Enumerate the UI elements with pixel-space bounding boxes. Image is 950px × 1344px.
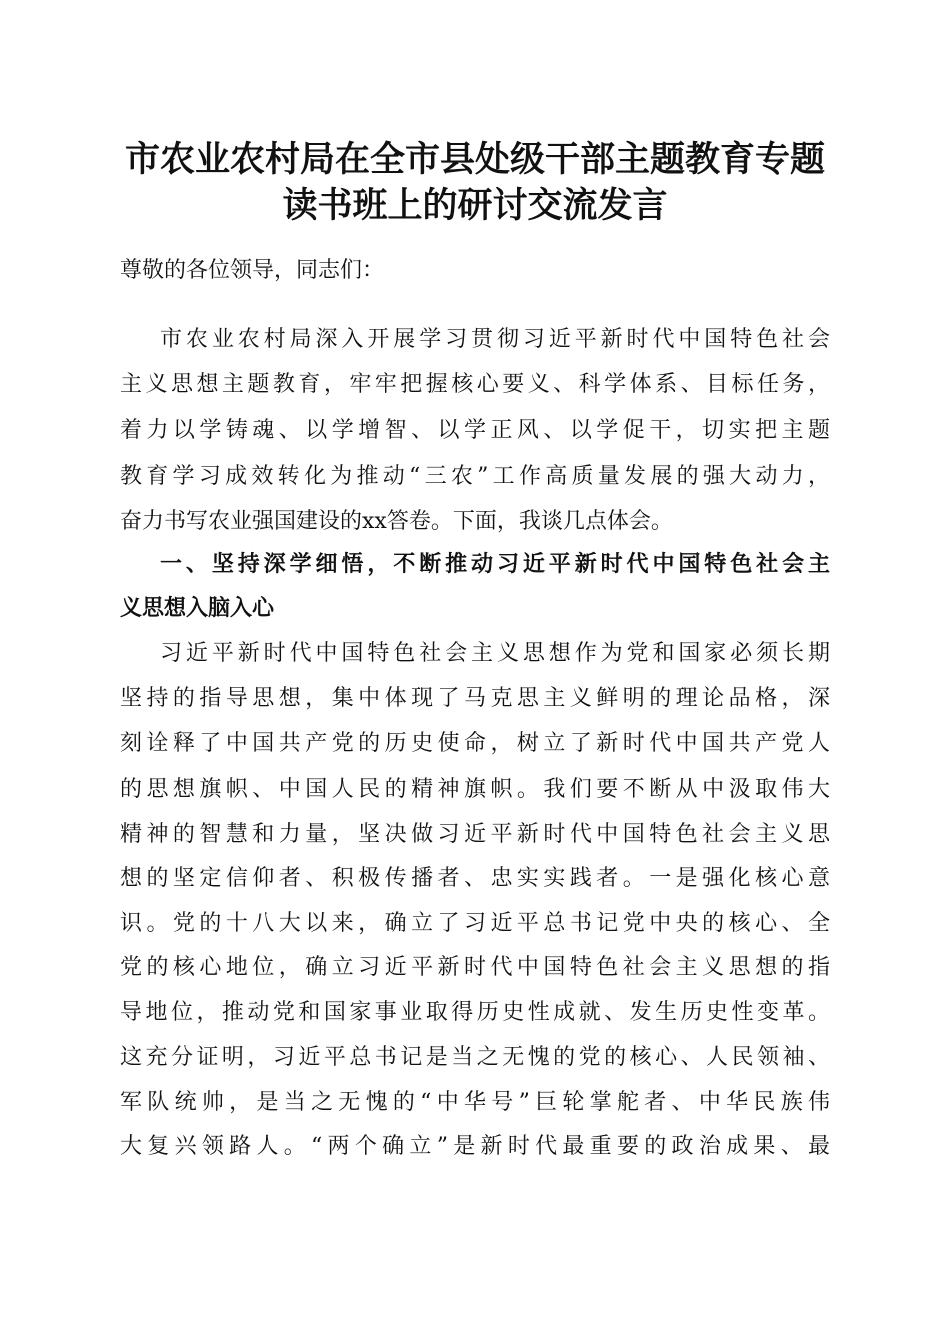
section-body-line: 军队统帅，是当之无愧的“中华号”巨轮掌舵者、中华民族伟	[120, 1090, 830, 1115]
section-body-line: 刻诠释了中国共产党的历史使命，树立了新时代中国共产党人	[120, 731, 830, 756]
section-body-line: 的思想旗帜、中国人民的精神旗帜。我们要不断从中汲取伟大	[120, 777, 830, 802]
intro-line: 着力以学铸魂、以学增智、以学正风、以学促干，切实把主题	[120, 418, 830, 443]
intro-line: 教育学习成效转化为推动“三农”工作高质量发展的强大动力，	[120, 464, 830, 489]
intro-line: 奋力书写农业强国建设的xx答卷。下面，我谈几点体会。	[120, 509, 673, 534]
intro-line: 市农业农村局深入开展学习贯彻习近平新时代中国特色社会	[160, 327, 830, 352]
document-title-line-1: 市农业农村局在全市县处级干部主题教育专题	[124, 139, 825, 180]
intro-line: 主义思想主题教育，牢牢把握核心要义、科学体系、目标任务，	[120, 372, 830, 397]
section-heading-line: 一、坚持深学细悟，不断推动习近平新时代中国特色社会主	[160, 552, 830, 577]
section-body-line: 想的坚定信仰者、积极传播者、忠实实践者。一是强化核心意	[120, 866, 830, 891]
section-body-line: 精神的智慧和力量，坚决做习近平新时代中国特色社会主义思	[120, 822, 830, 847]
section-body-line: 这充分证明，习近平总书记是当之无愧的党的核心、人民领袖、	[120, 1045, 830, 1070]
section-body-line: 党的核心地位，确立习近平新时代中国特色社会主义思想的指	[120, 955, 830, 980]
section-body-line: 坚持的指导思想，集中体现了马克思主义鲜明的理论品格，深	[120, 686, 830, 711]
salutation: 尊敬的各位领导，同志们：	[120, 258, 385, 283]
section-body-line: 习近平新时代中国特色社会主义思想作为党和国家必须长期	[160, 641, 830, 666]
section-body-line: 导地位，推动党和国家事业取得历史性成就、发生历史性变革。	[120, 1000, 830, 1025]
section-body-line: 识。党的十八大以来，确立了习近平总书记党中央的核心、全	[120, 911, 830, 936]
section-body-line: 大复兴领路人。“两个确立”是新时代最重要的政治成果、最	[120, 1134, 830, 1159]
section-heading-line: 义思想入脑入心	[120, 596, 275, 621]
document-title-line-2: 读书班上的研讨交流发言	[282, 185, 668, 226]
